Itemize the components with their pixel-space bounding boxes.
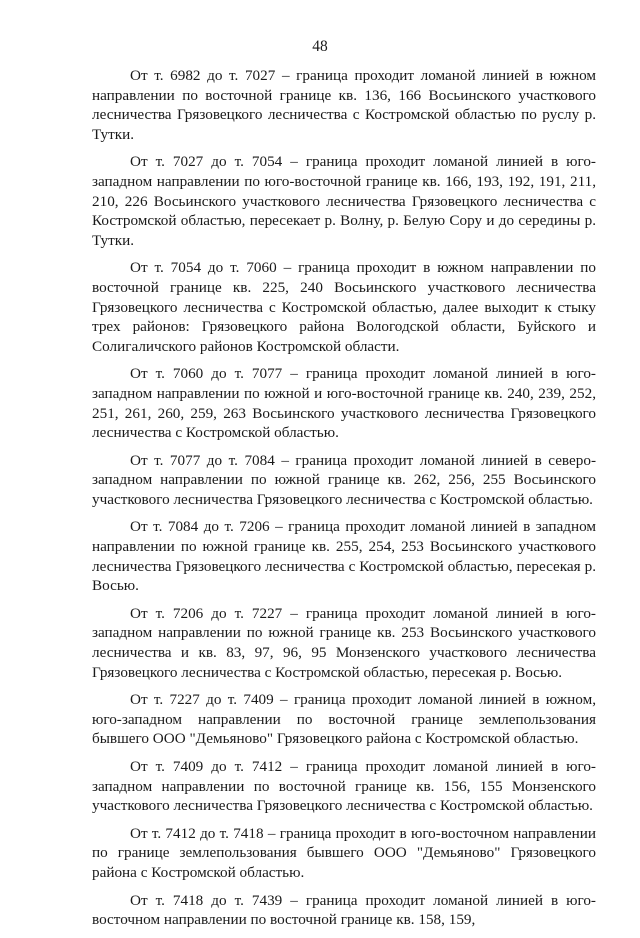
- paragraph: От т. 7054 до т. 7060 – граница проходит в южном направлении по восточной границе кв. 225, 240 Восьинского участкового лесничества Грязовецкого лесничества с Костромской областью, далее выходит к стыку трех районов: Грязовецкого района Вологодской области, Буйского и Солигаличского районов Костромской области.: [92, 259, 596, 355]
- paragraph: От т. 7227 до т. 7409 – граница проходит ломаной линией в южном, юго-западном направлении по восточной границе землепользования бывшего ООО "Демьяново" Грязовецкого района с Костромской областью.: [92, 691, 596, 748]
- page-number: 48: [312, 38, 328, 55]
- paragraph: От т. 7418 до т. 7439 – граница проходит ломаной линией в юго-восточном направлении по восточной границе кв. 158, 159,: [92, 891, 596, 929]
- paragraph: От т. 7412 до т. 7418 – граница проходит в юго-восточном направлении по границе землепользования бывшего ООО "Демьяново" Грязовецкого района с Костромской областью.: [92, 824, 596, 881]
- paragraph: От т. 7027 до т. 7054 – граница проходит ломаной линией в юго-западном направлении по юго-восточной границе кв. 166, 193, 192, 191, 211, 210, 226 Восьинского участкового лесничества Грязовецкого лесничества с Костромской областью, пересекает р. Волну, р. Белую Сору и до середины р. Тутки.: [92, 153, 596, 249]
- paragraph: От т. 7206 до т. 7227 – граница проходит ломаной линией в юго-западном направлении по южной границе кв. 253 Восьинского участкового лесничества и кв. 83, 97, 96, 95 Монзенского участкового лесничества Грязовецкого лесничества с Костромской областью, пересекая р. Восью.: [92, 604, 596, 681]
- paragraph: От т. 7409 до т. 7412 – граница проходит ломаной линией в юго-западном направлении по восточной границе кв. 156, 155 Монзенского участкового лесничества Грязовецкого лесничества с Костромской областью.: [92, 758, 596, 815]
- paragraph: От т. 7084 до т. 7206 – граница проходит ломаной линией в западном направлении по южной границе кв. 255, 254, 253 Восьинского участкового лесничества Грязовецкого лесничества с Костромской областью, пересекая р. Восью.: [92, 518, 596, 595]
- paragraph: От т. 7077 до т. 7084 – граница проходит ломаной линией в северо-западном направлении по южной границе кв. 262, 256, 255 Восьинского участкового лесничества Грязовецкого лесничества с Костромской областью.: [92, 451, 596, 508]
- document-body: [92, 66, 596, 938]
- paragraph: От т. 7060 до т. 7077 – граница проходит ломаной линией в юго-западном направлении по южной и юго-восточной границе кв. 240, 239, 252, 251, 261, 260, 259, 263 Восьинского участкового лесничества Грязовецкого лесничества с Костромской областью.: [92, 365, 596, 442]
- paragraph: От т. 6982 до т. 7027 – граница проходит ломаной линией в южном направлении по восточной границе кв. 136, 166 Восьинского участкового лесничества Грязовецкого лесничества с Костромской областью по руслу р. Тутки.: [92, 67, 596, 143]
